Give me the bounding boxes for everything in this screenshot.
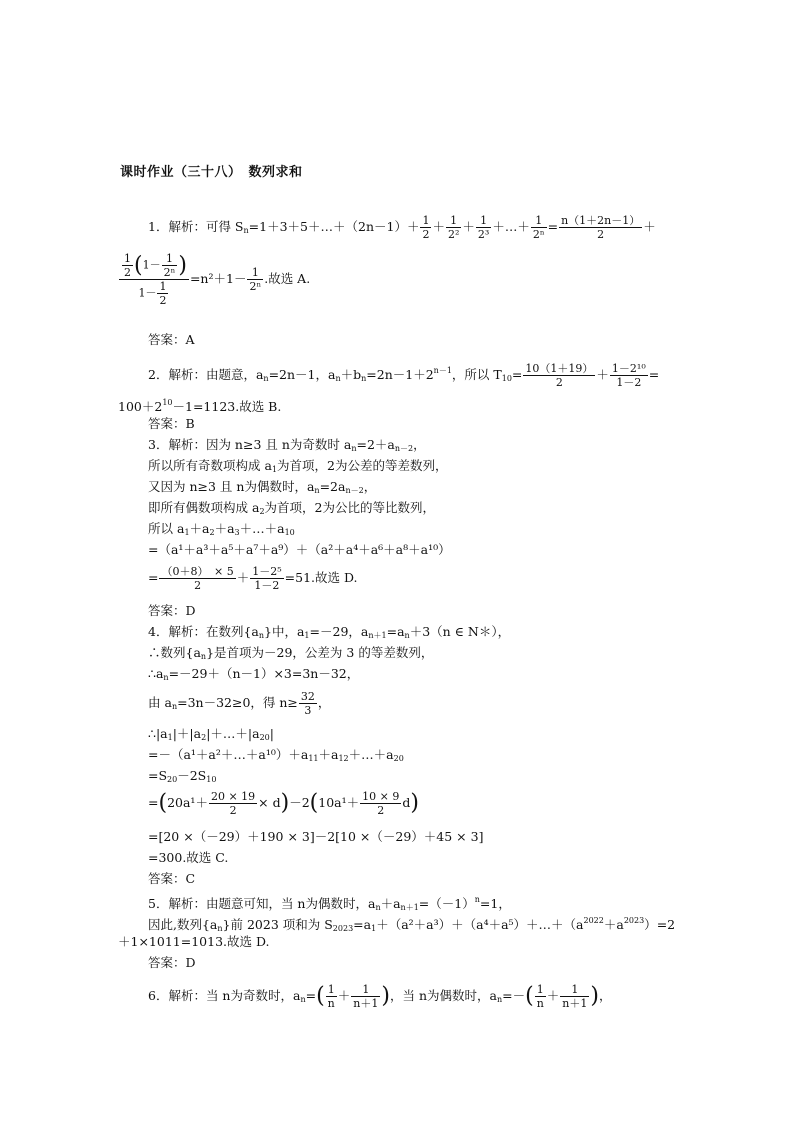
problem-3-line-6: =（a¹＋a³＋a⁵＋a⁷＋a⁹）＋（a²＋a⁴＋a⁶＋a⁸＋a¹⁰）: [148, 542, 451, 557]
problem-4-line-1: 4．解析：在数列$\{a_n\}$中，$a_1=-29$，$a_{n+1}=a_n+3(n$ ∈ N＊），: [148, 624, 511, 640]
problem-3-line-1: 3．解析：因为 n≥3 且 n为奇数时 $a_n=2+a_{n-2}$，: [148, 437, 426, 453]
page-title: 课时作业（三十八） 数列求和: [120, 165, 303, 180]
answer-1: 答案：A: [148, 332, 195, 347]
answer-5: 答案：D: [148, 955, 196, 970]
problem-3-line-5: 所以 $a_1+a_2+a_3+\dots+a_{10}$: [148, 521, 295, 537]
problem-4-line-6: $=-(a^1+a^2+\dots+a^{10})+a_{11}+a_{12}+\dots+a_{20}$: [148, 747, 404, 763]
problem-5-line-2: 因此,数列$\{a_n\}$前 2023 项和为 $S_{2023}=a_1+(a^2+a^3)+(a^4+a^5)+\dots+(a^{2022}+a^{2023})=2$: [148, 916, 676, 933]
problem-5-line-1: 5．解析：由题意可知，当 n为偶数时，$a_n+a_{n+1}=(-1)^n=1$，: [148, 895, 511, 912]
answer-2: 答案：B: [148, 416, 195, 431]
problem-2-line-1: 2．解析：由题意，$a_n=2n-1$，$a_n+b_n=2n-1+2^{n-1}$，所以 $T_{10}=$ $\frac{10(1+19)}{2}$ ＋ $\frac{\text{1－2¹⁰}}{1-2}$ =: [148, 362, 660, 389]
problem-1-line-2: $\frac{1}{2}$ (1－ $\frac{1}{\text{2ⁿ}}$ ) 1－ $\frac{1}{2}$ =n²＋1－ $\frac{1}{\text{2ⁿ}}$ .故选 A.: [118, 252, 310, 307]
problem-1-line-1: 1．解析：可得 $S_n=1+3+5+\dots+(2n-1)+$ $\frac{1}{2}$ ＋ $\frac{1}{\text{2²}}$ ＋ $\frac{1}{\text{2³}}$ ＋…＋ $\frac{1}{\text{2ⁿ}}$ = $\frac{n(1+2n-1)}{2}$ ＋: [148, 214, 656, 241]
problem-3-line-3: 又因为 n≥3 且 n为偶数时，$a_n=2a_{n-2}$，: [148, 479, 377, 495]
problem-4-line-2: ∴数列$\{a_n\}$是首项为－29，公差为 3 的等差数列，: [148, 645, 434, 661]
problem-4-line-7: $=S_{20}-2S_{10}$: [148, 768, 217, 784]
problem-6-line-1: 6．解析：当 n为奇数时，$a_n=$( $\frac{1}{n}$ ＋ $\frac{1}{n+1}$ )，当 n为偶数时，$a_n=-$( $\frac{1}{n}$ ＋ $\frac{1}{n+1}$ )，: [148, 983, 612, 1010]
problem-4-line-3: $\therefore a_n=-29+(n-1)\times 3=3n-32$，: [148, 666, 360, 682]
problem-4-line-8: =(20a¹＋ $\frac{20 \times 19}{2}$ × d)－2(10a¹＋ $\frac{10 \times 9}{2}$ d): [148, 790, 419, 817]
problem-4-line-5: $\therefore|a_1|+|a_2|+\dots+|a_{20}|$: [148, 726, 274, 742]
answer-3: 答案：D: [148, 603, 196, 618]
problem-5-line-3: ＋1×1011=1013.故选 D.: [118, 934, 270, 949]
problem-3-line-7: = $\frac{(0+8) \times 5}{2}$ ＋ $\frac{\text{1－2⁵}}{1-2}$ =51.故选 D.: [148, 565, 358, 592]
problem-4-line-10: =300.故选 C.: [148, 850, 229, 865]
problem-2-line-2: $100+2^{10}-1=1123$.故选 B.: [118, 398, 282, 414]
answer-4: 答案：C: [148, 871, 196, 886]
problem-3-line-2: 所以所有奇数项构成 $a_1$为首项，2为公差的等差数列，: [148, 458, 448, 474]
problem-4-line-9: =[20 ×（－29）＋190 × 3]－2[10 ×（－29）＋45 × 3]: [148, 829, 484, 844]
problem-4-line-4: 由 $a_n=3n-32\ge 0$，得 n≥ $\frac{32}{3}$ ，: [148, 690, 331, 717]
problem-3-line-4: 即所有偶数项构成 $a_2$为首项，2为公比的等比数列，: [148, 500, 435, 516]
